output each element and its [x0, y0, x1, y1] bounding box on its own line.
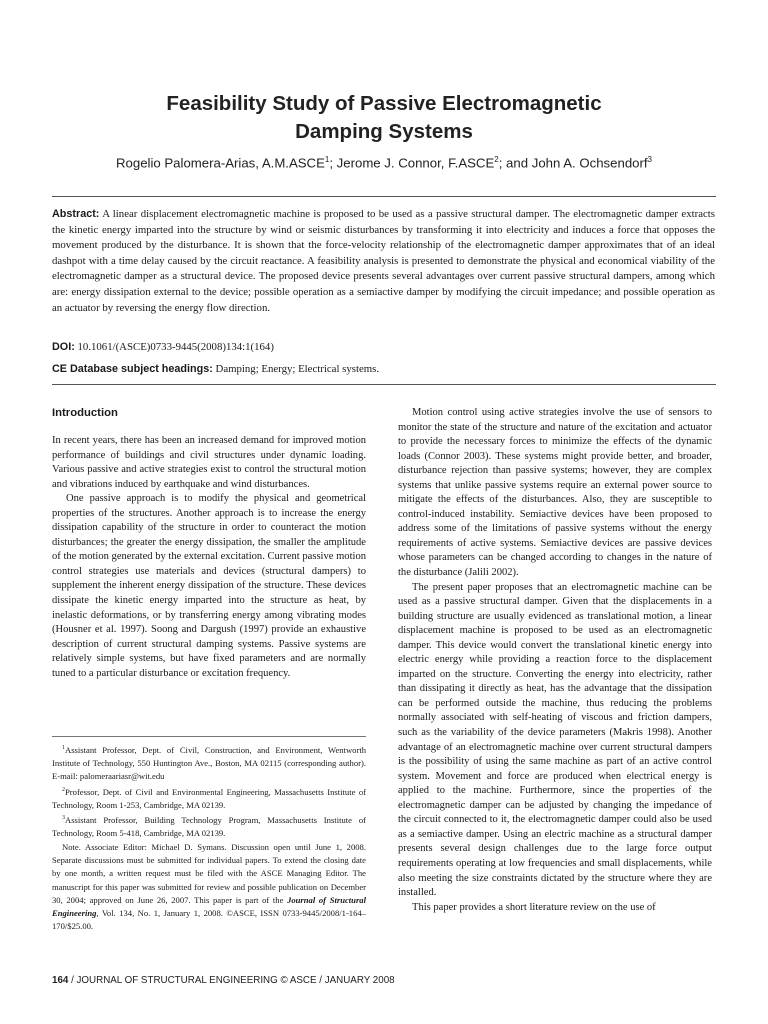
abstract-label: Abstract: — [52, 208, 100, 220]
section-heading-introduction: Introduction — [52, 407, 118, 419]
footnote-1 — [52, 742, 366, 784]
subject-headings-line — [52, 362, 715, 377]
footnote-rule — [52, 736, 366, 737]
abstract-text: A linear displacement electromagnetic machine is proposed to be used as a passive structural damper. The electromagnetic damper extracts the kinetic energy imparted into the structure by wind or seismic disturbances by transforming it into electricity and induces a force that opposes the movement produced by the disturbance. It is shown that the force-velocity relationship of the electromagnetic damper approximates that of an ideal dashpot with a time delay caused by the circuit reactance. A feasibility analysis is presented to demonstrate the physical and economical viability of the electromagnetic damper as a structural device. The proposed device presents several advantages over current passive structural dampers, among which are: energy dissipation external to the device; possible operation as a semiactive damper by modifying the circuit impedance; and possible operation as an actuator by reversing the energy flow direction. — [52, 208, 715, 314]
title-line-1: Feasibility Study of Passive Electromagnetic — [166, 92, 602, 115]
page-number: 164 — [52, 975, 69, 986]
footnotes — [52, 742, 366, 934]
footnote-text: Assistant Professor, Building Technology Program, Massachusetts Institute of Technology, Room 5-418, Cambridge, MA 02139. — [52, 815, 366, 839]
author-separator: ; — [329, 155, 337, 171]
title-line-2: Damping Systems — [295, 120, 473, 143]
doi-value[interactable]: 10.1061/(ASCE)0733-9445(2008)134:1(164) — [77, 341, 274, 353]
doi-label: DOI: — [52, 341, 75, 353]
doi-line — [52, 340, 715, 355]
note-text: , Vol. 134, No. 1, January 1, 2008. ©ASCE, ISSN 0733-9445/2008/1-164–170/$25.00. — [52, 908, 366, 932]
author-name: John A. Ochsendorf — [531, 155, 648, 171]
footnote-2 — [52, 784, 366, 812]
footnote-marker: 2 — [62, 786, 65, 793]
page-footer — [52, 975, 395, 986]
footnote-marker: 1 — [62, 745, 65, 751]
footnote-text: Professor, Dept. of Civil and Environmental Engineering, Massachusetts Institute of Technology, Room 1-253, Cambridge, MA 02139. — [52, 786, 366, 810]
author-separator: ; and — [498, 155, 532, 171]
paragraph: Motion control using active strategies involve the use of sensors to monitor the state of the structure and nature of the excitation and actuator to provide the necessary forces to minimize the effects of the dynamic loads (Connor 2003). These systems might provide better, and broader, disturbance rejection than passive systems; however, they are complex systems that unlike passive systems require an external power source to mitigate the effects of the disturbances. Also, they are susceptible to control-induced instability. Semiactive devices have been proposed to address some of the limitations of passive systems without the energy requirements of active systems. Semiactive devices are passive devices whose parameters can be changed according to changes in the nature of the disturbance (Jalili 2002). — [398, 407, 712, 579]
paragraph: This paper provides a short literature review on the use of — [412, 901, 656, 913]
journal-name: Journal of Structural Engineering — [52, 894, 366, 919]
left-column — [52, 406, 366, 681]
editorial-note — [52, 841, 366, 934]
top-rule — [52, 196, 716, 197]
note-text: Note. Associate Editor: Michael D. Symans. Discussion open until June 1, 2008. Separate discussions must be submitted for individual papers. To extend the closing date by one month, a written request must be filed with the ASCE Managing Editor. The manuscript for this paper was submitted for review and possible publication on December 30, 2004; approved on June 26, 2007. This paper is part of the — [52, 841, 366, 905]
right-column — [398, 406, 712, 915]
subject-headings-value: Damping; Energy; Electrical systems. — [215, 363, 380, 375]
paragraph: In recent years, there has been an increased demand for improved motion performance of buildings and civil structures under dynamic loading. Various passive and active strategies exist to control the structural motion and vibrations induced by earthquake and wind disturbances. — [52, 435, 366, 490]
subject-headings-label: CE Database subject headings: — [52, 363, 213, 375]
journal-footer-text: / JOURNAL OF STRUCTURAL ENGINEERING © ASCE / JANUARY 2008 — [68, 975, 395, 986]
abstract — [52, 207, 715, 316]
author-affiliation-marker: 1 — [324, 155, 330, 164]
author-affiliation-marker: 2 — [494, 155, 499, 164]
paragraph: One passive approach is to modify the physical and geometrical properties of the structures. Another approach is to increase the energy dissipation capability of the structure in order to counteract the motion disturbances; the greater the energy dissipation, the smaller the amplitude of the motion generated by the external excitation. Current passive motion control strategies use materials and devices (structural dampers) to supplement the inherent energy dissipation of the structure. These devices dissipate the kinetic energy imparted into the structure as heat, by inelastic deformations, or by transferring energy among vibrating modes (Housner et al. 1997). Soong and Dargush (1997) provide an exhaustive description of current structural damping systems. Passive systems are relatively simple systems, but have fixed parameters and are normally tuned to a particular disturbance or excitation frequency. — [52, 493, 366, 679]
bottom-rule — [52, 384, 716, 385]
paper-title — [0, 90, 768, 146]
author-affiliation-marker: 3 — [647, 155, 652, 164]
footnote-marker: 3 — [62, 815, 65, 822]
author-name: Jerome J. Connor, F.ASCE — [336, 155, 495, 171]
footnote-3 — [52, 812, 366, 840]
author-list — [0, 155, 768, 170]
paragraph: The present paper proposes that an electromagnetic machine can be used as a passive structural damper. Given that the displacements in a building structure are usually evidenced as translational motion, a linear displacement machine is proposed to be used as an electromagnetic damper. This device would convert the translational kinetic energy into electric energy while providing a reaction force to the displacement imparted on the structure. Converting the energy into electricity, rather than dissipating it directly as heat, has the advantage that the dissipation can be performed outside the machine, thus reducing the problems normally associated with self-heating of viscous and friction dampers, such as the variability of the device parameters (Makris 1998). Another advantage of an electromagnetic machine over current structural dampers is the possibility of using the same machine as part of an active control system. Movement and force are produced when electrical energy is applied to the machine. Furthermore, since the properties of the electromagnetic damper can be adjusted by changing the impedance of the circuit connected to it, the electromagnetic damper could also be used as a semiactive damper. Using an electric machine as a structural damper presents several design challenges due to the large force output requirements operating at low frequencies and small displacements, while also meeting the size constraints dictated by the structure where they are installed. — [398, 581, 712, 899]
footnote-text: Assistant Professor, Dept. of Civil, Construction, and Environment, Wentworth Institute of Technology, 550 Huntington Ave., Boston, MA 02115 (corresponding author). E-mail: palomeraariasr@wit.edu — [52, 744, 366, 782]
author-name: Rogelio Palomera-Arias, A.M.ASCE — [116, 155, 325, 171]
